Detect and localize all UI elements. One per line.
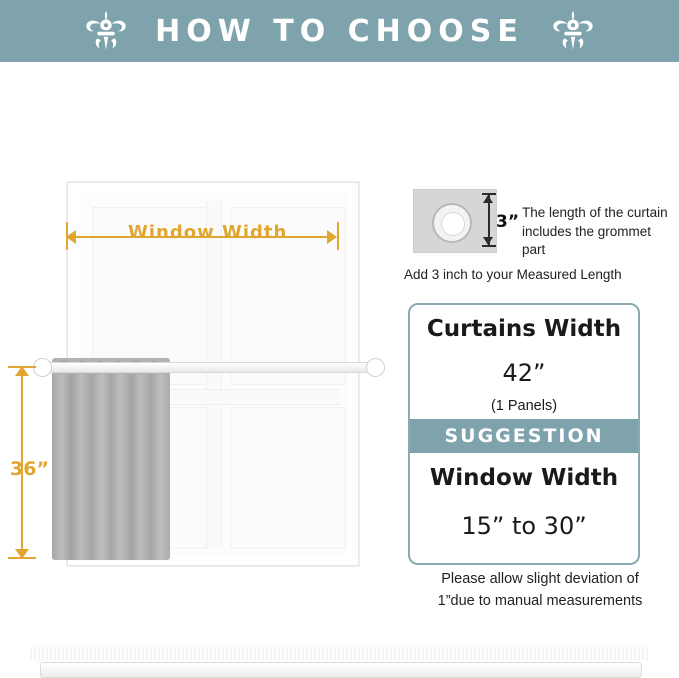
window-width-label: Window Width	[128, 222, 288, 243]
card-panels-count: (1 Panels)	[490, 398, 558, 414]
card-suggestion-banner: SUGGESTION	[410, 419, 638, 453]
curtain-panel	[52, 364, 170, 560]
grommet-ring-icon	[432, 203, 472, 243]
grommet-arrow-up-icon	[483, 195, 493, 203]
card-width-range: 15” to 30”	[461, 512, 587, 540]
width-tick-right	[337, 222, 339, 250]
deviation-line-2: 1”due to manual measurements	[437, 593, 643, 610]
card-subtitle: Window Width	[429, 465, 619, 491]
height-arrow-down-icon	[15, 549, 29, 559]
width-arrow-left-icon	[66, 230, 76, 244]
grommet-arrow-down-icon	[483, 237, 493, 245]
width-arrow-right-icon	[327, 230, 337, 244]
curtain-height-label: 36”	[10, 458, 49, 480]
deviation-line-1: Please allow slight deviation of	[441, 571, 639, 587]
floor-board	[40, 662, 642, 678]
page-title: HOW TO CHOOSE	[155, 13, 524, 49]
grommet-dimension-cap-bottom	[482, 245, 496, 247]
rod-finial-right	[366, 358, 385, 377]
card-width-value: 42”	[502, 359, 546, 387]
suggestion-card	[408, 303, 640, 565]
height-arrow-up-icon	[15, 366, 29, 376]
grommet-dimension-label: 3”	[496, 212, 520, 232]
curtain-rod	[36, 362, 374, 373]
fleur-de-lis-icon-right	[550, 8, 596, 54]
add-length-note: Add 3 inch to your Measured Length	[404, 267, 622, 282]
fleur-de-lis-icon-left	[83, 8, 129, 54]
window-mullion-vertical	[206, 201, 222, 547]
grommet-note: The length of the curtain includes the grommet part	[522, 205, 668, 258]
floor-shadow	[30, 647, 650, 661]
diagram-stage	[0, 62, 679, 636]
grommet-hole-icon	[441, 212, 465, 236]
header-banner	[0, 0, 679, 62]
card-title: Curtains Width	[426, 316, 622, 342]
window-pane-bottom-right	[230, 407, 346, 549]
deviation-note	[398, 568, 679, 613]
